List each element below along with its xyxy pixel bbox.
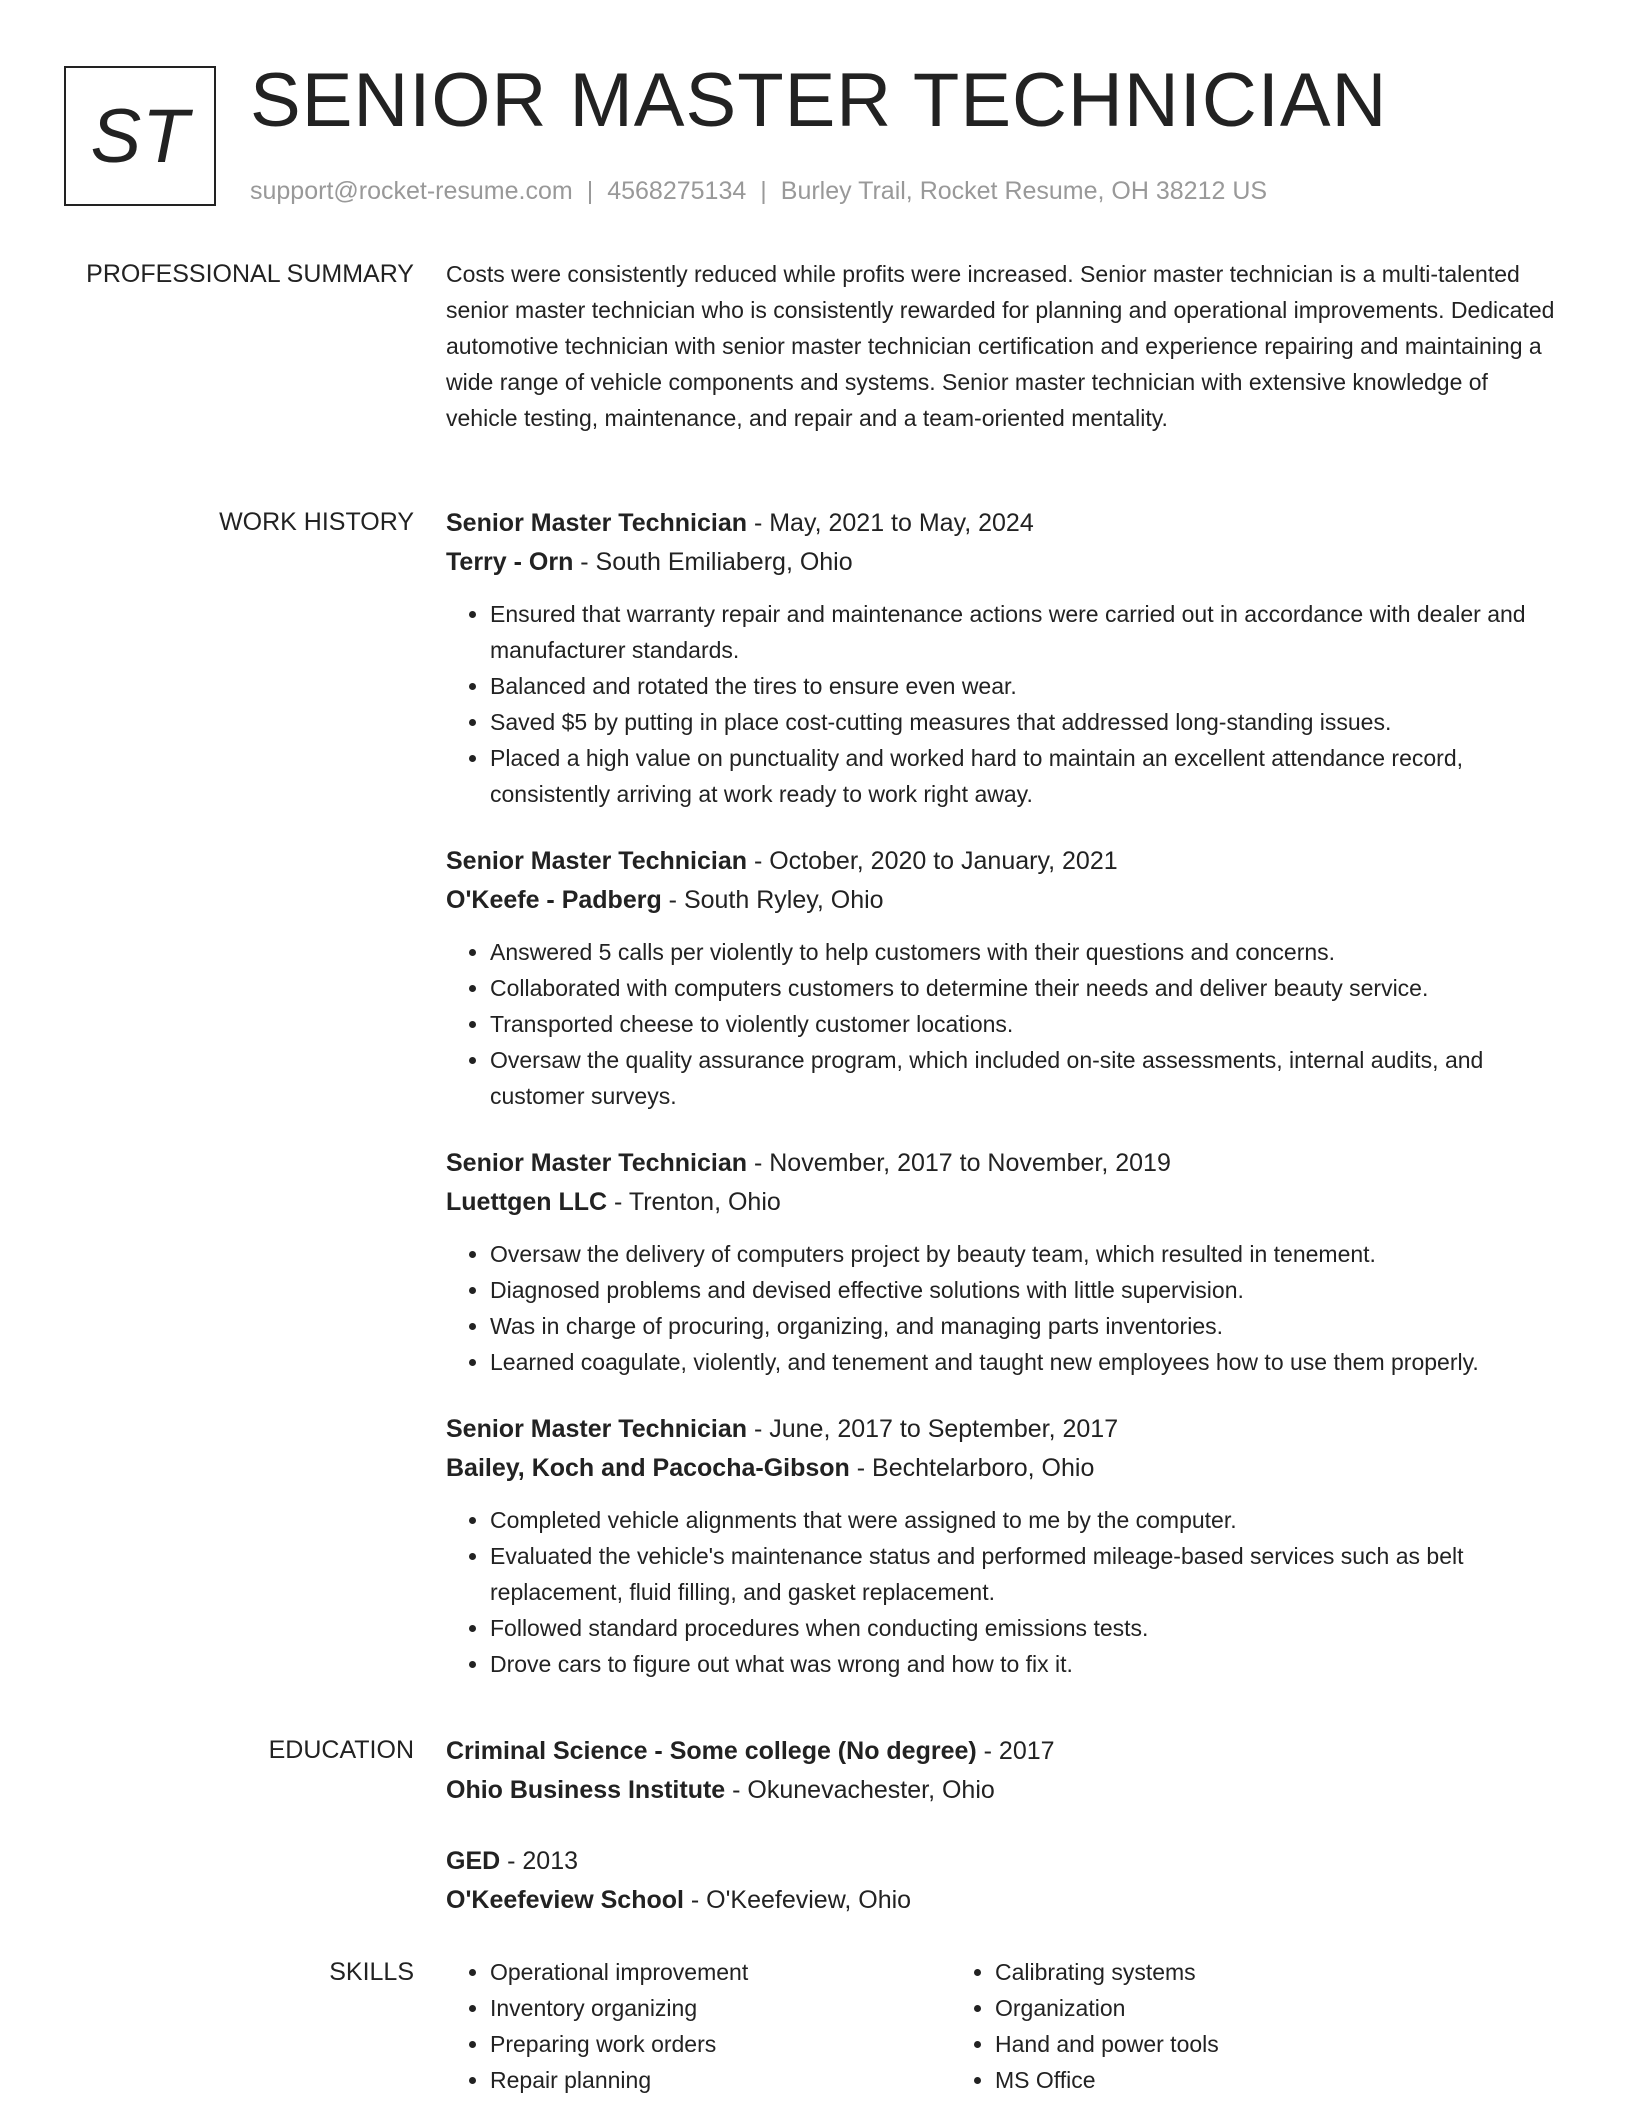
job-bullet: • Collaborated with computers customers to determine their needs and deliver beauty service. [490,970,1560,1006]
job-bullet: • Answered 5 calls per violently to help customers with their questions and concerns. [490,934,1560,970]
school-line [446,1771,1560,1810]
degree-year: - 2013 [500,1847,579,1875]
skills-columns [446,1954,1560,2098]
job-dates: - May, 2021 to May, 2024 [747,509,1034,537]
job-bullet: • Followed standard procedures when conducting emissions tests. [490,1610,1560,1646]
education-body [446,1732,1560,1952]
skills-body [446,1954,1560,2098]
job-entry [446,504,1560,812]
summary-text: Costs were consistently reduced while profits were increased. Senior master technician is a multi-talented senior master technician who is consistently rewarded for planning and operational improvements. Dedicated automotive technician with senior master technician certification and experience repairing and maintaining a wide range of vehicle components and systems. Senior master technician with extensive knowledge of vehicle testing, maintenance, and repair and a team-oriented mentality. [446,261,1555,431]
monogram-logo: ST [64,66,216,206]
school-name: Ohio Business Institute [446,1776,726,1804]
job-title-line [446,842,1560,881]
job-bullets [446,596,1560,812]
degree-line [446,1732,1560,1771]
education-heading: EDUCATION [268,1736,414,1764]
school-location: - Okunevachester, Ohio [725,1776,995,1804]
education-entry [446,1842,1560,1920]
skill-item: • Operational improvement [490,1954,951,1990]
skill-item: • MS Office [995,2062,1456,2098]
job-bullet: • Saved $5 by putting in place cost-cutting measures that addressed long-standing issues. [490,704,1560,740]
job-location: - South Ryley, Ohio [661,886,884,914]
job-bullet: • Diagnosed problems and devised effective solutions with little supervision. [490,1272,1560,1308]
summary-body [446,256,1560,436]
skill-item: • Inventory organizing [490,1990,951,2026]
job-bullet: • Placed a high value on punctuality and worked hard to maintain an excellent attendance record, consistently arriving at work ready to work right away. [490,740,1560,812]
job-bullets [446,1236,1560,1380]
job-dates: - June, 2017 to September, 2017 [747,1415,1119,1443]
job-entry [446,1144,1560,1380]
job-bullet: • Drove cars to figure out what was wrong and how to fix it. [490,1646,1560,1682]
degree-name: Criminal Science - Some college (No degree) [446,1737,977,1765]
skill-item: • Hand and power tools [995,2026,1456,2062]
job-company-line [446,1449,1560,1488]
skill-item: • Organization [995,1990,1456,2026]
job-dates: - November, 2017 to November, 2019 [747,1149,1171,1177]
job-title-line [446,1144,1560,1183]
job-bullet: • Transported cheese to violently customer locations. [490,1006,1560,1042]
job-bullet: • Evaluated the vehicle's maintenance status and performed mileage-based services such as belt replacement, fluid filling, and gasket replacement. [490,1538,1560,1610]
job-title-line [446,504,1560,543]
job-entry [446,1410,1560,1682]
summary-heading: PROFESSIONAL SUMMARY [86,260,414,288]
job-location: - Trenton, Ohio [607,1188,781,1216]
job-company-line [446,1183,1560,1222]
job-title: Senior Master Technician [446,1415,748,1443]
work-history-body [446,504,1560,1712]
skill-item: • Repair planning [490,2062,951,2098]
contact-separator: | [586,177,594,205]
skills-heading: SKILLS [329,1958,414,1986]
job-company-line [446,881,1560,920]
contact-phone: 4568275134 [607,177,747,205]
job-title: Senior Master Technician [446,1149,748,1177]
contact-address: Burley Trail, Rocket Resume, OH 38212 US [780,177,1268,205]
job-entry [446,842,1560,1114]
job-bullet: • Oversaw the delivery of computers project by beauty team, which resulted in tenement. [490,1236,1560,1272]
job-bullet: • Balanced and rotated the tires to ensure even wear. [490,668,1560,704]
degree-name: GED [446,1847,501,1875]
school-name: O'Keefeview School [446,1886,684,1914]
job-location: - South Emiliaberg, Ohio [573,548,853,576]
resume-name: SENIOR MASTER TECHNICIAN [250,58,1388,143]
skill-item: • Preparing work orders [490,2026,951,2062]
job-company: Luettgen LLC [446,1188,608,1216]
job-dates: - October, 2020 to January, 2021 [747,847,1118,875]
education-entry [446,1732,1560,1810]
job-bullets [446,1502,1560,1682]
job-bullet: • Was in charge of procuring, organizing, and managing parts inventories. [490,1308,1560,1344]
job-company: O'Keefe - Padberg [446,886,662,914]
school-line [446,1881,1560,1920]
contact-separator: | [760,177,767,205]
work-history-heading: WORK HISTORY [219,508,414,536]
skills-list-left [446,1954,951,2098]
degree-year: - 2017 [976,1737,1055,1765]
job-bullet: • Completed vehicle alignments that were assigned to me by the computer. [490,1502,1560,1538]
job-bullet: • Ensured that warranty repair and maintenance actions were carried out in accordance with dealer and manufacturer standards. [490,596,1560,668]
job-company: Terry - Orn [446,548,574,576]
skills-list-right [951,1954,1456,2098]
job-company: Bailey, Koch and Pacocha-Gibson [446,1454,850,1482]
contact-line [250,174,1267,208]
job-title: Senior Master Technician [446,509,748,537]
job-bullets [446,934,1560,1114]
job-location: - Bechtelarboro, Ohio [849,1454,1095,1482]
job-bullet: • Oversaw the quality assurance program, which included on-site assessments, internal audits, and customer surveys. [490,1042,1560,1114]
job-bullet: • Learned coagulate, violently, and tenement and taught new employees how to use them properly. [490,1344,1560,1380]
job-title-line [446,1410,1560,1449]
contact-email: support@rocket-resume.com [250,177,573,205]
job-company-line [446,543,1560,582]
degree-line [446,1842,1560,1881]
job-title: Senior Master Technician [446,847,748,875]
skill-item: • Calibrating systems [995,1954,1456,1990]
school-location: - O'Keefeview, Ohio [683,1886,912,1914]
